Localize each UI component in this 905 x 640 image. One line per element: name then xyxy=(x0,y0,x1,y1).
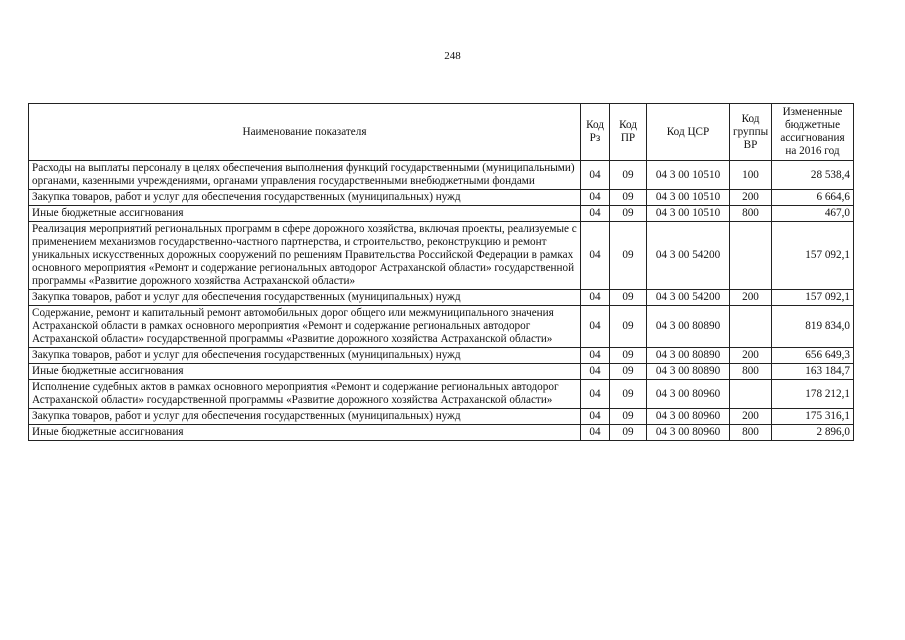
row-vr: 200 xyxy=(730,290,772,306)
table-row xyxy=(29,380,854,409)
row-csr: 04 3 00 54200 xyxy=(647,222,730,290)
row-rz: 04 xyxy=(581,425,610,441)
row-pr: 09 xyxy=(610,222,647,290)
row-csr: 04 3 00 80960 xyxy=(647,409,730,425)
row-rz: 04 xyxy=(581,290,610,306)
row-csr: 04 3 00 80960 xyxy=(647,380,730,409)
row-amount: 157 092,1 xyxy=(772,222,854,290)
row-csr: 04 3 00 80890 xyxy=(647,348,730,364)
row-rz: 04 xyxy=(581,206,610,222)
budget-table xyxy=(28,103,854,441)
row-pr: 09 xyxy=(610,306,647,348)
header-csr: Код ЦСР xyxy=(647,104,730,161)
row-vr: 800 xyxy=(730,425,772,441)
row-name: Закупка товаров, работ и услуг для обеспечения государственных (муниципальных) нужд xyxy=(29,409,581,425)
row-name: Содержание, ремонт и капитальный ремонт автомобильных дорог общего или межмуниципального значения Астраханской области в рамках основного мероприятия «Ремонт и содержание региональных автодорог Астраханской области» государственной программы «Развитие дорожного хозяйства Астраханской области» xyxy=(29,306,581,348)
row-pr: 09 xyxy=(610,206,647,222)
row-vr: 800 xyxy=(730,364,772,380)
row-vr xyxy=(730,306,772,348)
row-csr: 04 3 00 80890 xyxy=(647,364,730,380)
table-row xyxy=(29,364,854,380)
table-row xyxy=(29,409,854,425)
row-name: Закупка товаров, работ и услуг для обеспечения государственных (муниципальных) нужд xyxy=(29,190,581,206)
row-pr: 09 xyxy=(610,364,647,380)
row-amount: 467,0 xyxy=(772,206,854,222)
row-vr: 100 xyxy=(730,161,772,190)
row-rz: 04 xyxy=(581,380,610,409)
row-name: Иные бюджетные ассигнования xyxy=(29,364,581,380)
row-pr: 09 xyxy=(610,409,647,425)
row-pr: 09 xyxy=(610,290,647,306)
row-amount: 157 092,1 xyxy=(772,290,854,306)
table-row xyxy=(29,306,854,348)
table-header-row xyxy=(29,104,854,161)
table-row xyxy=(29,190,854,206)
header-amount: Измененные бюджетные ассигнования на 2016 год xyxy=(772,104,854,161)
row-csr: 04 3 00 10510 xyxy=(647,161,730,190)
row-name: Реализация мероприятий региональных программ в сфере дорожного хозяйства, включая проекты, реализуемые с применением механизмов государственно-частного партнерства, и строительство, реконструкцию и ремонт уникальных искусственных дорожных сооружений по решениям Правительства Российской Федерации в рамках основного мероприятия «Ремонт и содержание региональных автодорог Астраханской области» государственной программы «Развитие дорожного хозяйства Астраханской области» xyxy=(29,222,581,290)
table-row xyxy=(29,425,854,441)
table-row xyxy=(29,290,854,306)
row-pr: 09 xyxy=(610,348,647,364)
row-csr: 04 3 00 10510 xyxy=(647,190,730,206)
row-name: Закупка товаров, работ и услуг для обеспечения государственных (муниципальных) нужд xyxy=(29,290,581,306)
row-pr: 09 xyxy=(610,190,647,206)
row-name: Закупка товаров, работ и услуг для обеспечения государственных (муниципальных) нужд xyxy=(29,348,581,364)
table-row xyxy=(29,206,854,222)
row-pr: 09 xyxy=(610,161,647,190)
row-rz: 04 xyxy=(581,409,610,425)
row-name: Расходы на выплаты персоналу в целях обеспечения выполнения функций государственными (муниципальными) органами, казенными учреждениями, органами управления государственными внебюджетными фондами xyxy=(29,161,581,190)
row-name: Иные бюджетные ассигнования xyxy=(29,206,581,222)
row-csr: 04 3 00 10510 xyxy=(647,206,730,222)
row-vr: 200 xyxy=(730,409,772,425)
row-csr: 04 3 00 54200 xyxy=(647,290,730,306)
row-amount: 178 212,1 xyxy=(772,380,854,409)
table-row xyxy=(29,222,854,290)
row-rz: 04 xyxy=(581,306,610,348)
row-amount: 163 184,7 xyxy=(772,364,854,380)
row-amount: 28 538,4 xyxy=(772,161,854,190)
row-csr: 04 3 00 80960 xyxy=(647,425,730,441)
row-rz: 04 xyxy=(581,222,610,290)
row-amount: 175 316,1 xyxy=(772,409,854,425)
header-vr: Код группы ВР xyxy=(730,104,772,161)
header-name: Наименование показателя xyxy=(29,104,581,161)
row-csr: 04 3 00 80890 xyxy=(647,306,730,348)
row-amount: 2 896,0 xyxy=(772,425,854,441)
row-amount: 6 664,6 xyxy=(772,190,854,206)
row-rz: 04 xyxy=(581,348,610,364)
row-vr: 800 xyxy=(730,206,772,222)
row-vr: 200 xyxy=(730,190,772,206)
row-rz: 04 xyxy=(581,190,610,206)
page-number: 248 xyxy=(444,50,461,62)
header-rz: Код Рз xyxy=(581,104,610,161)
row-rz: 04 xyxy=(581,364,610,380)
table-row xyxy=(29,348,854,364)
table-row xyxy=(29,161,854,190)
row-amount: 656 649,3 xyxy=(772,348,854,364)
row-amount: 819 834,0 xyxy=(772,306,854,348)
row-vr: 200 xyxy=(730,348,772,364)
row-name: Исполнение судебных актов в рамках основного мероприятия «Ремонт и содержание региональных автодорог Астраханской области» государственной программы «Развитие дорожного хозяйства Астраханской области» xyxy=(29,380,581,409)
row-rz: 04 xyxy=(581,161,610,190)
row-vr xyxy=(730,222,772,290)
row-pr: 09 xyxy=(610,425,647,441)
row-pr: 09 xyxy=(610,380,647,409)
row-vr xyxy=(730,380,772,409)
header-pr: Код ПР xyxy=(610,104,647,161)
row-name: Иные бюджетные ассигнования xyxy=(29,425,581,441)
